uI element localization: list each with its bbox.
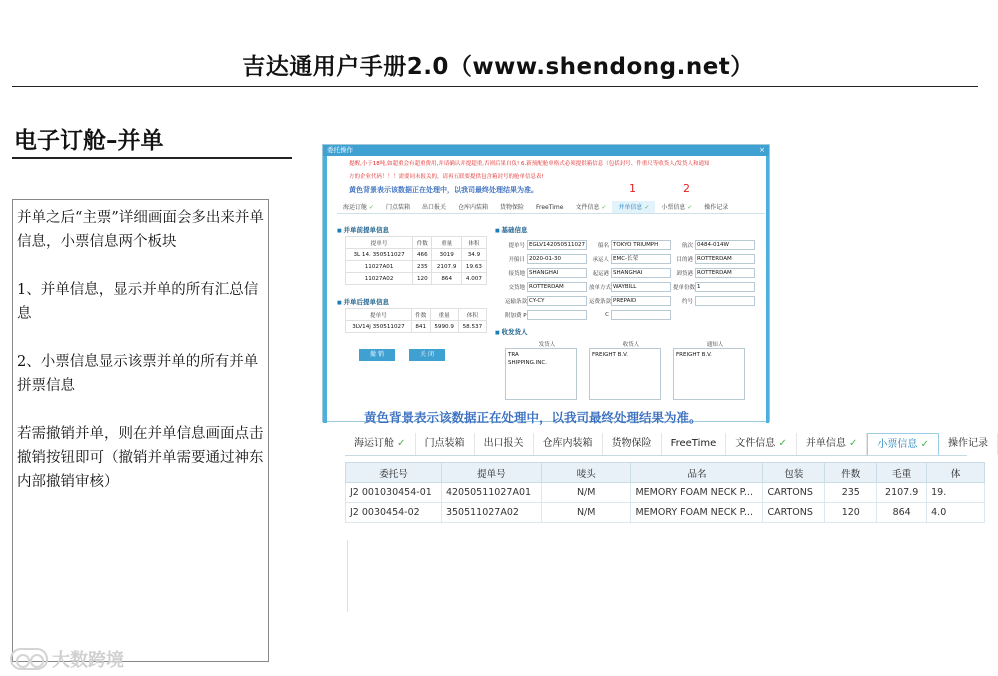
notify-field[interactable]: FREIGHT B.V.: [673, 348, 745, 400]
table-row[interactable]: [346, 261, 487, 273]
warning-text: 提醒,小于18吨,如超重会有超重费用,并请确认并提超重,否则后果自负! 6.新预配舱单格式必须提供箱信息（包括封号、件重尺等收货人/发货人和通知: [349, 161, 710, 167]
column-header: 件数: [825, 463, 877, 483]
tab-item[interactable]: [416, 201, 452, 213]
tab-label: 出口报关: [421, 204, 446, 211]
tab-item[interactable]: [475, 433, 534, 455]
tab-label: FreeTime: [536, 204, 564, 211]
basic-info-form: [505, 238, 757, 322]
field-label: 目的港: [676, 256, 693, 263]
check-icon: ✓: [367, 204, 374, 211]
table-row[interactable]: [346, 483, 985, 503]
table-cell: 11027A02: [346, 273, 413, 285]
form-cell: [589, 308, 673, 321]
field-value[interactable]: 2020-01-30: [527, 254, 587, 264]
field-value[interactable]: EGLV142050511027: [527, 240, 587, 250]
field-label: 提单号: [508, 242, 525, 249]
column-header: 件数: [411, 309, 430, 321]
table-edge-line: [347, 540, 348, 612]
column-header: 体积: [458, 309, 486, 321]
watermark-text: 大数跨境: [52, 650, 124, 671]
tab-item[interactable]: [534, 433, 603, 455]
field-label: 起运港: [592, 270, 609, 277]
column-header: 毛重: [877, 463, 927, 483]
form-cell: [505, 266, 589, 279]
check-icon: ✓: [845, 438, 858, 449]
table-header-row: [346, 237, 487, 249]
tab-item[interactable]: [662, 433, 727, 455]
column-header: 件数: [413, 237, 432, 249]
table-cell: 2107.9: [877, 483, 927, 503]
form-cell: [673, 294, 757, 307]
table-cell: 42050511027A01: [441, 483, 541, 503]
field-value[interactable]: PREPAID: [611, 296, 671, 306]
table-cell: 3LV14j 350511027: [346, 321, 412, 333]
column-header: 提单号: [346, 237, 413, 249]
form-row: [505, 294, 757, 307]
consignee-label: 收货人: [622, 342, 640, 348]
field-label: 交货地: [508, 284, 525, 291]
tab-label: 门点装箱: [424, 438, 465, 449]
table-cell: 4.007: [461, 273, 486, 285]
form-row: [505, 308, 757, 321]
form-cell: [673, 308, 757, 321]
table-row[interactable]: [346, 321, 487, 333]
tab-label: 出口报关: [483, 438, 524, 449]
check-icon: ✓: [775, 438, 787, 449]
party-labels: [505, 340, 757, 348]
column-header: 包装: [763, 463, 825, 483]
column-header: 品名: [631, 463, 763, 483]
table-row[interactable]: [346, 249, 487, 261]
field-label: 放单方式: [589, 284, 612, 291]
table-cell: N/M: [541, 483, 631, 503]
field-label: 船名: [597, 242, 609, 249]
detail-tab-bar: [345, 433, 988, 456]
tab-label: 文件信息: [575, 204, 600, 211]
tab-item[interactable]: [797, 433, 868, 455]
field-label: 附加费 P: [505, 312, 527, 319]
table-cell: 350511027A02: [441, 503, 541, 523]
tab-label: 小票信息: [877, 439, 918, 450]
table-cell: J2 0030454-02: [346, 503, 442, 523]
window-title: 委托操作: [327, 146, 353, 154]
post-merge-table: [345, 308, 487, 333]
form-cell: [505, 280, 589, 293]
form-cell: [589, 280, 673, 293]
form-row: [505, 252, 757, 265]
tab-label: 操作记录: [704, 204, 729, 211]
note-paragraph: 1、并单信息，显示并单的所有汇总信息: [17, 282, 259, 322]
check-icon: ✓: [642, 204, 650, 211]
table-cell: 34.9: [461, 249, 486, 261]
table-header-row: [346, 463, 985, 483]
tab-label: 门点装箱: [385, 204, 410, 211]
close-button[interactable]: 关 闭: [409, 349, 445, 361]
table-cell: 3L 14. 350511027: [346, 249, 413, 261]
tab-item[interactable]: [416, 433, 475, 455]
watermark: [10, 646, 124, 672]
table-cell: CARTONS: [763, 503, 825, 523]
table-cell: 4.0: [927, 503, 985, 523]
field-label: 运费条款: [589, 298, 612, 305]
form-cell: [505, 252, 589, 265]
table-cell: 2107.9: [432, 261, 461, 273]
tab-item[interactable]: [612, 201, 655, 213]
table-cell: N/M: [541, 503, 631, 523]
tab-item[interactable]: [380, 201, 416, 213]
window-titlebar: [323, 145, 769, 156]
tab-label: 货物保险: [500, 204, 525, 211]
form-row: [505, 266, 757, 279]
column-header: 重量: [432, 237, 461, 249]
tab-item[interactable]: [452, 201, 494, 213]
tab-label: 仓库内装箱: [542, 438, 593, 449]
check-icon: ✓: [394, 438, 406, 449]
form-cell: [589, 238, 673, 251]
form-cell: [673, 266, 757, 279]
form-cell: [673, 252, 757, 265]
column-header: 委托号: [346, 463, 442, 483]
table-cell: 841: [411, 321, 430, 333]
processing-notice: 黄色背景表示该数据正在处理中，以我司最终处理结果为准。: [349, 186, 538, 194]
note-box: [12, 199, 269, 662]
consignee-field[interactable]: FREIGHT B.V.: [589, 348, 661, 400]
column-header: 唛头: [541, 463, 631, 483]
field-label: 约号: [681, 298, 693, 305]
form-row: [505, 238, 757, 251]
field-label: 接货地: [508, 270, 525, 277]
tab-label: 并单信息: [618, 204, 643, 211]
ticket-table-area: [345, 462, 967, 542]
table-cell: 120: [413, 273, 432, 285]
check-icon: ✓: [599, 204, 607, 211]
form-cell: [673, 280, 757, 293]
window-frame-left: [323, 156, 327, 423]
table-header-row: [346, 309, 487, 321]
close-icon[interactable]: ×: [759, 146, 765, 154]
field-value[interactable]: [695, 296, 755, 306]
field-value[interactable]: EMC-长荣: [611, 254, 671, 264]
form-cell: [673, 238, 757, 251]
tab-label: 海运订舱: [354, 438, 394, 449]
tab-label: 货物保险: [611, 438, 652, 449]
tab-item[interactable]: [867, 433, 939, 455]
annotation-number: 2: [683, 182, 690, 195]
note-paragraph: 并单之后“主票”详细画面会多出来并单信息，小票信息两个板块: [17, 210, 264, 250]
annotation-number: 1: [629, 182, 636, 195]
field-value[interactable]: SHANGHAI: [527, 268, 587, 278]
field-label: 卸货港: [676, 270, 693, 277]
tab-item[interactable]: [345, 433, 416, 455]
form-cell: [505, 308, 589, 321]
column-header: 体积: [461, 237, 486, 249]
table-cell: CARTONS: [763, 483, 825, 503]
post-merge-heading: ■ 并单后提单信息: [337, 297, 389, 306]
tab-label: 并单信息: [805, 438, 846, 449]
table-cell: 235: [825, 483, 877, 503]
check-icon: ✓: [917, 439, 929, 450]
notify-label: 通知人: [706, 342, 724, 348]
column-header: 重量: [430, 309, 458, 321]
field-value[interactable]: [611, 310, 671, 320]
tab-label: 文件信息: [735, 438, 776, 449]
revoke-button[interactable]: 撤 销: [359, 349, 395, 361]
table-cell: 19.: [927, 483, 985, 503]
page-title: 吉达通用户手册2.0（www.shendong.net）: [242, 54, 754, 80]
warning-text: 方的企业代码！！！需要同未报关的，请再五联要提供包含箱封号的舱单信息表!: [349, 174, 544, 180]
table-cell: MEMORY FOAM NECK P...: [631, 503, 763, 523]
field-value[interactable]: CY-CY: [527, 296, 587, 306]
field-label: C: [605, 311, 609, 318]
tab-item[interactable]: [939, 433, 998, 455]
form-row: [505, 280, 757, 293]
field-value[interactable]: 0484-014W: [695, 240, 755, 250]
table-cell: 466: [413, 249, 432, 261]
section-divider: [12, 157, 292, 159]
table-cell: MEMORY FOAM NECK P...: [631, 483, 763, 503]
tab-label: FreeTime: [670, 438, 717, 449]
field-label: 承运人: [592, 256, 609, 263]
form-cell: [505, 238, 589, 251]
column-header: 体: [927, 463, 985, 483]
table-cell: 864: [877, 503, 927, 523]
field-value[interactable]: ROTTERDAM: [695, 254, 755, 264]
tab-label: 小票信息: [661, 204, 686, 211]
title-divider: [12, 86, 978, 87]
tab-item[interactable]: [494, 201, 530, 213]
tab-item[interactable]: [698, 201, 734, 213]
tab-item[interactable]: [337, 201, 380, 213]
operation-window: [322, 144, 770, 422]
tab-label: 操作记录: [947, 438, 988, 449]
field-value[interactable]: WAYBILL: [611, 282, 671, 292]
field-value[interactable]: 1: [695, 282, 755, 292]
form-cell: [589, 294, 673, 307]
table-cell: J2 001030454-01: [346, 483, 442, 503]
watermark-logo-icon: [10, 648, 48, 670]
shipper-label: 发货人: [538, 342, 556, 348]
form-cell: [589, 252, 673, 265]
shipper-field[interactable]: TRA SHIPPING.INC.: [505, 348, 577, 400]
basic-info-heading: ■ 基础信息: [495, 225, 527, 234]
form-cell: [589, 266, 673, 279]
column-header: 提单号: [346, 309, 412, 321]
window-frame-right: [766, 156, 769, 423]
tab-item[interactable]: [530, 201, 569, 213]
check-icon: ✓: [685, 204, 693, 211]
pre-merge-heading: ■ 并单前提单信息: [337, 225, 389, 234]
field-value[interactable]: TOKYO TRIUMPH: [611, 240, 671, 250]
tab-label: 仓库内装箱: [457, 204, 488, 211]
tab-item[interactable]: [569, 201, 612, 213]
form-cell: [505, 294, 589, 307]
table-row[interactable]: [346, 273, 487, 285]
window-tab-bar: [337, 201, 765, 214]
tab-item[interactable]: [726, 433, 797, 455]
table-cell: 5990.9: [430, 321, 458, 333]
field-value[interactable]: [527, 310, 587, 320]
processing-notice-large: 黄色背景表示该数据正在处理中，以我司最终处理结果为准。: [364, 410, 702, 425]
table-cell: 11027A01: [346, 261, 413, 273]
column-header: 提单号: [441, 463, 541, 483]
table-cell: 120: [825, 503, 877, 523]
section-heading: 电子订舱–并单: [14, 128, 164, 154]
field-label: 运输条款: [505, 298, 528, 305]
table-cell: 3019: [432, 249, 461, 261]
table-cell: 19.63: [461, 261, 486, 273]
table-row[interactable]: [346, 503, 985, 523]
field-label: 提单份数: [673, 284, 696, 291]
note-paragraph: 2、小票信息显示该票并单的所有并单拼票信息: [17, 354, 259, 394]
tab-label: 海运订舱: [343, 204, 368, 211]
note-paragraph: 若需撤销并单，则在并单信息画面点击撤销按钮即可（撤销并单需要通过神东内部撤销审核）: [17, 426, 264, 490]
tab-item[interactable]: [655, 201, 698, 213]
ticket-table: [345, 462, 985, 523]
pre-merge-table: [345, 236, 487, 285]
table-cell: 235: [413, 261, 432, 273]
field-value[interactable]: ROTTERDAM: [527, 282, 587, 292]
tab-item[interactable]: [603, 433, 662, 455]
field-label: 航次: [681, 242, 693, 249]
table-cell: 58.537: [458, 321, 486, 333]
table-cell: 864: [432, 273, 461, 285]
field-label: 开船日: [508, 256, 525, 263]
parties-heading: ■ 收发货人: [495, 327, 527, 336]
field-value[interactable]: ROTTERDAM: [695, 268, 755, 278]
field-value[interactable]: SHANGHAI: [611, 268, 671, 278]
